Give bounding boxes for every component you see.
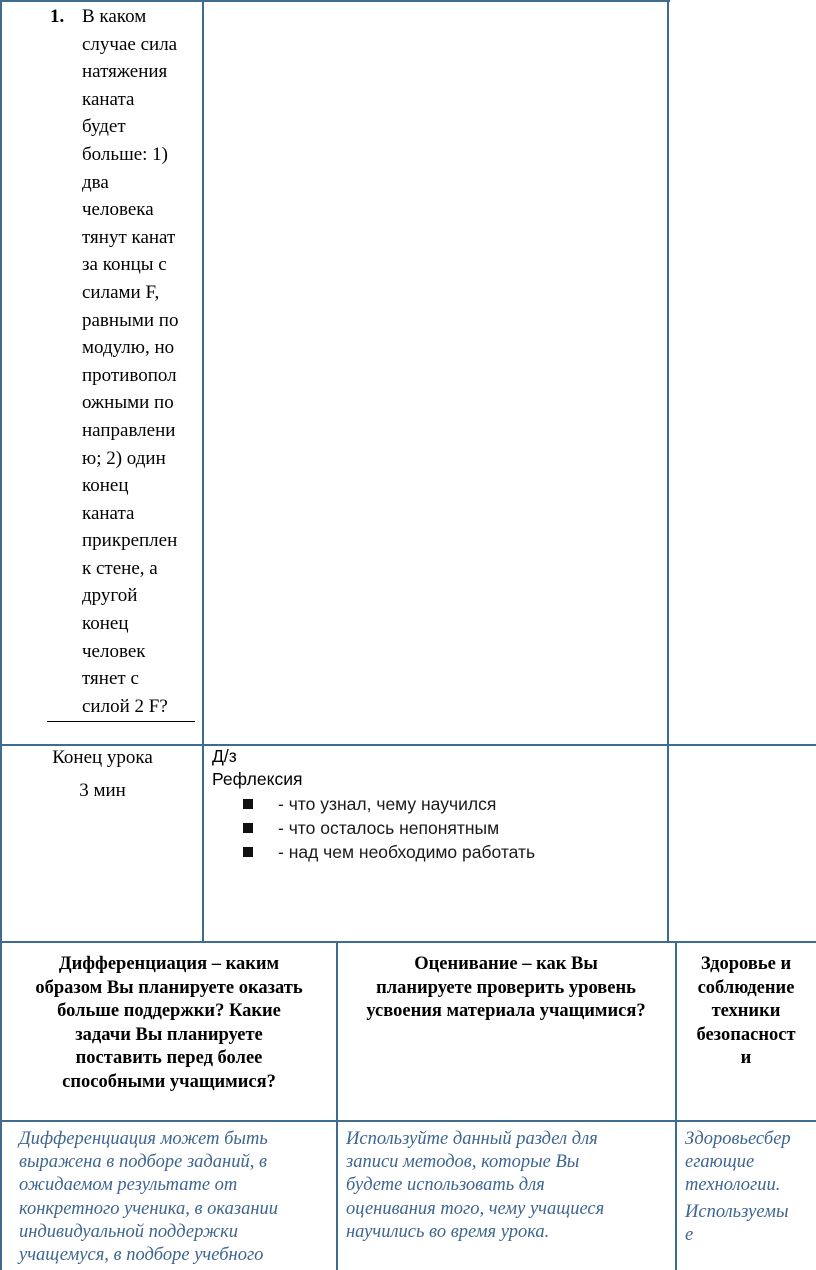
end-of-lesson-title: Конец урока <box>52 747 153 768</box>
header-health: Здоровье и соблюдение техники безопасност и <box>696 954 796 1068</box>
question-line: каната <box>82 502 135 524</box>
question-line: человек <box>82 640 146 662</box>
question-line: В каком <box>82 6 147 27</box>
list-item: - над чем необходимо работать <box>243 840 535 864</box>
question-line: случае сила <box>82 33 178 55</box>
question-line: больше: 1) <box>82 143 168 165</box>
table-border-left-upper <box>0 0 2 942</box>
table-divider-assess <box>675 941 677 1270</box>
table-border-section <box>0 941 816 943</box>
question-line: направлени <box>82 419 176 441</box>
question-line: натяжения <box>82 61 168 83</box>
question-text <box>82 3 178 720</box>
question-line: противопол <box>82 364 177 386</box>
hint-assessment: Используйте данный раздел для записи методов, которые Вы будете использовать для оценивания того, чему учащиеся научились во время урока. <box>346 1129 605 1242</box>
homework-label: Д/з <box>212 746 237 766</box>
question-line: каната <box>82 88 135 110</box>
reflection-list <box>243 792 535 864</box>
question-line: конец <box>82 613 129 635</box>
reflection-label: Рефлексия <box>212 769 303 789</box>
question-number: 1. <box>50 6 65 27</box>
table-border-hints <box>0 1120 816 1122</box>
question-line: равными по <box>82 309 179 331</box>
table-divider-question <box>202 0 204 942</box>
square-bullet-icon <box>243 823 253 833</box>
hint-health-used: Используемы е <box>685 1202 789 1246</box>
question-line: за концы с <box>82 254 167 276</box>
hint-health-technologies: Здоровьесбер егающие технологии. <box>685 1129 791 1196</box>
question-line: два <box>82 171 109 193</box>
hint-differentiation: Дифференциация может быть выражена в подборе заданий, в ожидаемом результате от конкретного ученика, в оказании индивидуальной поддержки учащемуся, в подборе учебного <box>19 1129 278 1266</box>
question-line: ю; 2) один <box>82 447 166 469</box>
list-item: - что осталось непонятным <box>243 816 535 840</box>
question-line: силой 2 F? <box>82 695 168 717</box>
question-line: ожными по <box>82 392 174 414</box>
question-line: тянут канат <box>82 226 176 248</box>
question-line: конец <box>82 475 129 497</box>
question-line: тянет с <box>82 668 139 690</box>
table-divider-content <box>667 0 669 942</box>
header-assessment: Оценивание – как Вы планируете проверить уровень усвоения материала учащимися? <box>366 954 646 1021</box>
end-of-lesson-duration: 3 мин <box>79 780 126 801</box>
question-underline <box>47 721 195 722</box>
header-differentiation: Дифференциация – каким образом Вы планируете оказать больше поддержки? Какие задачи Вы планируете поставить перед более способными учащимися? <box>35 954 303 1092</box>
table-divider-diff <box>336 941 338 1270</box>
question-line: модулю, но <box>82 337 175 359</box>
list-item: - что узнал, чему научился <box>243 792 535 816</box>
square-bullet-icon <box>243 799 253 809</box>
question-line: другой <box>82 585 138 607</box>
question-line: человека <box>82 199 154 221</box>
square-bullet-icon <box>243 847 253 857</box>
question-line: будет <box>82 116 126 138</box>
question-line: прикреплен <box>82 530 178 552</box>
table-border-left-lower <box>0 941 2 1270</box>
table-border-top <box>0 0 670 2</box>
question-line: к стене, а <box>82 557 158 579</box>
question-line: силами F, <box>82 281 160 303</box>
